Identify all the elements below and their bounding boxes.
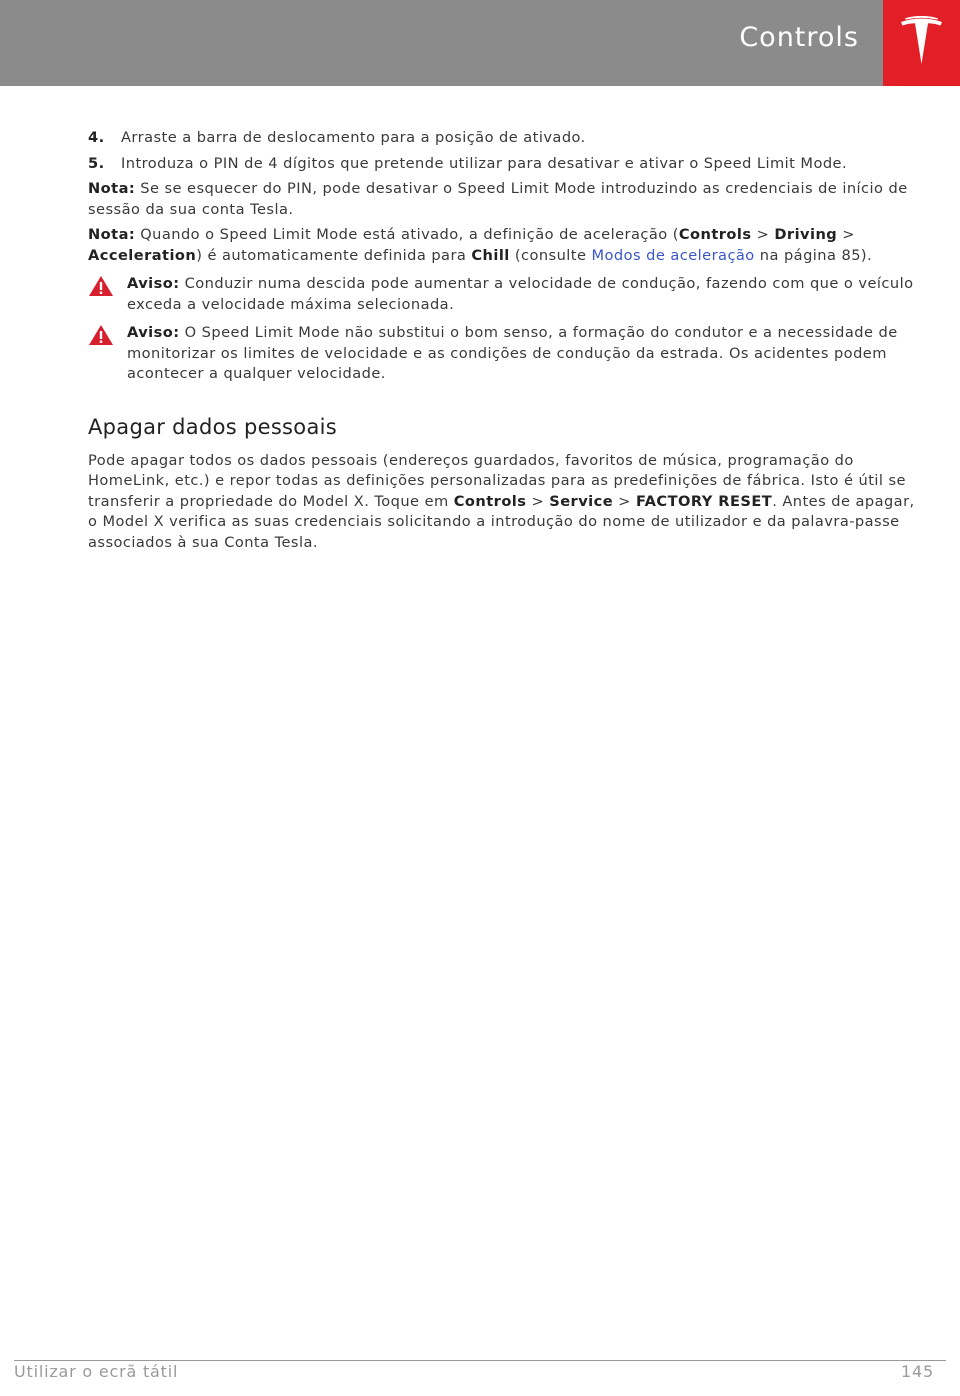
footer-divider <box>14 1360 946 1361</box>
menu-separator: > <box>837 226 855 243</box>
note-label: Nota: <box>88 226 136 243</box>
note-text: (consulte <box>509 246 592 264</box>
step-text: Introduza o PIN de 4 dígitos que pretende utilizar para desativar e ativar o Speed Limit Mode. <box>121 154 848 172</box>
acceleration-modes-link[interactable]: Modos de aceleração <box>591 246 755 264</box>
warning-text <box>127 274 918 315</box>
warning-triangle-icon <box>88 323 127 385</box>
menu-driving: Driving <box>774 226 838 243</box>
note-acceleration <box>88 225 918 266</box>
step-item <box>88 128 918 149</box>
logo-box <box>883 0 960 86</box>
warning-body: O Speed Limit Mode não substitui o bom senso, a formação do condutor e a necessidade de monitorizar os limites de velocidade e as condições de condução da estrada. Os acidentes podem acontecer a qualquer velocidade. <box>127 324 898 382</box>
note-text: Se se esquecer do PIN, pode desativar o Speed Limit Mode introduzindo as credenciais de início de sessão da sua conta Tesla. <box>88 180 908 218</box>
page-header <box>0 0 883 86</box>
warning-triangle-icon <box>88 274 127 315</box>
note-text: na página 85). <box>754 246 873 264</box>
section-body <box>88 451 918 554</box>
menu-service: Service <box>549 492 614 510</box>
menu-controls: Controls <box>453 492 527 510</box>
note-pin <box>88 179 918 220</box>
tesla-logo-icon <box>899 16 944 66</box>
footer-chapter: Utilizar o ecrã tátil <box>14 1362 179 1381</box>
warning-block <box>88 274 918 315</box>
menu-separator: > <box>613 492 636 510</box>
step-number: 4. <box>88 129 105 146</box>
warning-block <box>88 323 918 385</box>
page-number: 145 <box>901 1362 934 1381</box>
step-text: Arraste a barra de deslocamento para a posição de ativado. <box>121 129 586 146</box>
menu-separator: > <box>526 492 550 510</box>
section-text: . Antes de apagar, o Model X verifica as suas credenciais solicitando a introdução do nome de utilizador e da palavra-passe associados à sua Conta Tesla. <box>88 492 915 551</box>
warning-text <box>127 323 918 385</box>
warning-label: Aviso: <box>127 324 180 341</box>
menu-acceleration: Acceleration <box>88 246 197 264</box>
menu-controls: Controls <box>678 226 752 243</box>
page-content <box>88 128 918 558</box>
warning-label: Aviso: <box>127 275 180 292</box>
warning-body: Conduzir numa descida pode aumentar a velocidade de condução, fazendo com que o veículo exceda a velocidade máxima selecionada. <box>127 275 914 313</box>
menu-factory-reset: FACTORY RESET <box>635 492 773 510</box>
header-title: Controls <box>739 22 859 53</box>
note-text: Quando o Speed Limit Mode está ativado, a definição de aceleração ( <box>135 226 679 243</box>
step-number: 5. <box>88 154 105 172</box>
menu-separator: > <box>751 226 775 243</box>
section-text: Pode apagar todos os dados pessoais (endereços guardados, favoritos de música, programação do HomeLink, etc.) e repor todas as definições personalizadas para as predefinições de fábrica. Isto é útil se transferir a propriedade do Model X. Toque em <box>88 451 906 510</box>
note-text: ) é automaticamente definida para <box>196 246 472 264</box>
section-title: Apagar dados pessoais <box>88 414 337 439</box>
note-label: Nota: <box>88 180 136 197</box>
mode-chill: Chill <box>471 246 510 264</box>
step-item <box>88 154 918 175</box>
